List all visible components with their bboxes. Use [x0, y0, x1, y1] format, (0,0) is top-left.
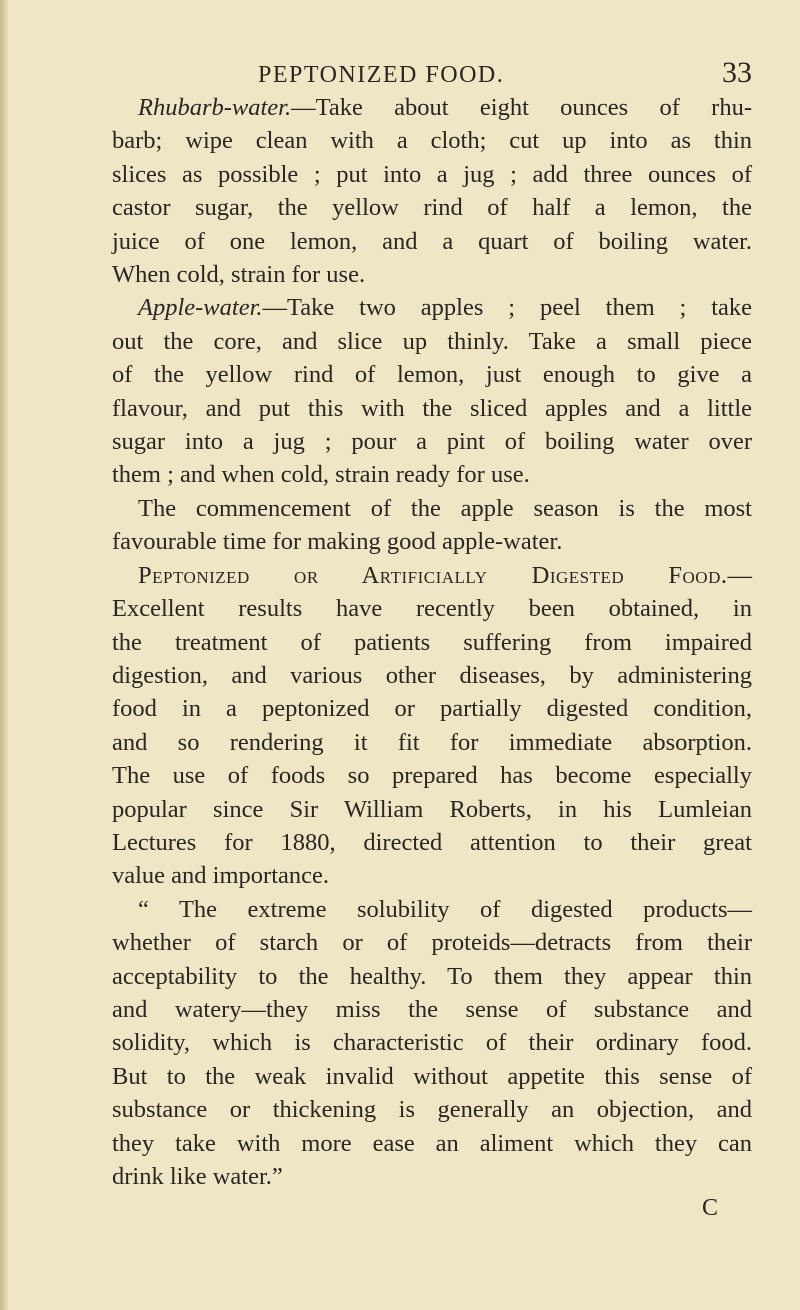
text-run: barb; wipe clean with a cloth; cut up into as thin [112, 127, 752, 155]
text-run: The use of foods so prepared has become especially [112, 762, 752, 790]
text-line [112, 559, 752, 592]
section-heading: Peptonized or Artificially Digested Food. [138, 561, 728, 589]
text-line [112, 659, 752, 692]
text-line [112, 1127, 752, 1160]
text-line [112, 124, 752, 157]
text-run: When cold, strain for use. [112, 261, 366, 289]
body-text [112, 91, 752, 1193]
text-run: favourable time for making good apple-water. [112, 528, 563, 556]
text-line [112, 525, 752, 558]
text-run: digestion, and various other diseases, by administering [112, 661, 752, 689]
running-head [112, 56, 752, 96]
text-line [112, 1093, 752, 1126]
text-line [112, 158, 752, 191]
text-run: The commencement of the apple season is the most [138, 494, 752, 522]
text-line [112, 291, 752, 324]
text-line [112, 425, 752, 458]
page-number: 33 [722, 56, 752, 89]
text-run: popular since Sir William Roberts, in his Lumleian [112, 795, 752, 823]
text-run: —Take about eight ounces of rhu- [291, 94, 752, 121]
text-run: “ The extreme solubility of digested products— [138, 895, 752, 923]
text-run: solidity, which is characteristic of their ordinary food. [112, 1029, 752, 1057]
text-line [112, 392, 752, 425]
text-run: —Take two apples ; peel them ; take [262, 294, 752, 322]
text-run: acceptability to the healthy. To them they appear thin [112, 962, 752, 990]
text-line [112, 325, 752, 358]
text-run: out the core, and slice up thinly. Take a small piece [112, 327, 752, 355]
text-line [112, 225, 752, 258]
text-run: Excellent results have recently been obtained, in [112, 595, 752, 623]
text-run: them ; and when cold, strain ready for use. [112, 461, 530, 489]
recipe-heading: Rhubarb-water. [138, 94, 292, 121]
text-line [112, 993, 752, 1026]
text-line [112, 258, 752, 291]
text-line [112, 458, 752, 491]
text-run: value and importance. [112, 862, 330, 890]
page-edge-shadow [0, 0, 8, 1310]
text-run: flavour, and put this with the sliced apples and a little [112, 394, 752, 422]
text-run: — [727, 561, 752, 589]
text-line [112, 1026, 752, 1059]
text-line [112, 358, 752, 391]
text-line [112, 759, 752, 792]
text-line [112, 826, 752, 859]
text-line [112, 893, 752, 926]
text-run: whether of starch or of proteids—detracts from their [112, 929, 752, 957]
text-run: and so rendering it fit for immediate absorption. [112, 728, 752, 756]
text-run: Lectures for 1880, directed attention to their great [112, 828, 752, 856]
text-line [112, 492, 752, 525]
text-line [112, 726, 752, 759]
text-run: food in a peptonized or partially digested condition, [112, 695, 752, 723]
running-title: PEPTONIZED FOOD. [258, 62, 505, 88]
signature-mark: C [702, 1195, 719, 1221]
text-run: the treatment of patients suffering from impaired [112, 628, 752, 656]
text-line [112, 1060, 752, 1093]
text-run: But to the weak invalid without appetite this sense of [112, 1062, 752, 1090]
text-line [112, 626, 752, 659]
text-run: slices as possible ; put into a jug ; add three ounces of [112, 160, 752, 188]
text-run: drink like water.” [112, 1163, 283, 1190]
text-line [112, 191, 752, 224]
text-line [112, 926, 752, 959]
text-line [112, 592, 752, 625]
text-run: of the yellow rind of lemon, just enough to give a [112, 361, 752, 389]
text-line [112, 692, 752, 725]
text-line [112, 793, 752, 826]
text-run: they take with more ease an aliment which they can [112, 1129, 752, 1157]
text-line [112, 91, 752, 124]
text-line [112, 1160, 752, 1193]
text-line [112, 859, 752, 892]
text-run: and watery—they miss the sense of substance and [112, 995, 752, 1023]
recipe-heading: Apple-water. [138, 294, 263, 322]
text-run: substance or thickening is generally an objection, and [112, 1096, 752, 1124]
text-line [112, 960, 752, 993]
text-run: sugar into a jug ; pour a pint of boiling water over [112, 428, 752, 456]
text-run: castor sugar, the yellow rind of half a lemon, the [112, 194, 752, 222]
text-run: juice of one lemon, and a quart of boiling water. [112, 227, 752, 255]
